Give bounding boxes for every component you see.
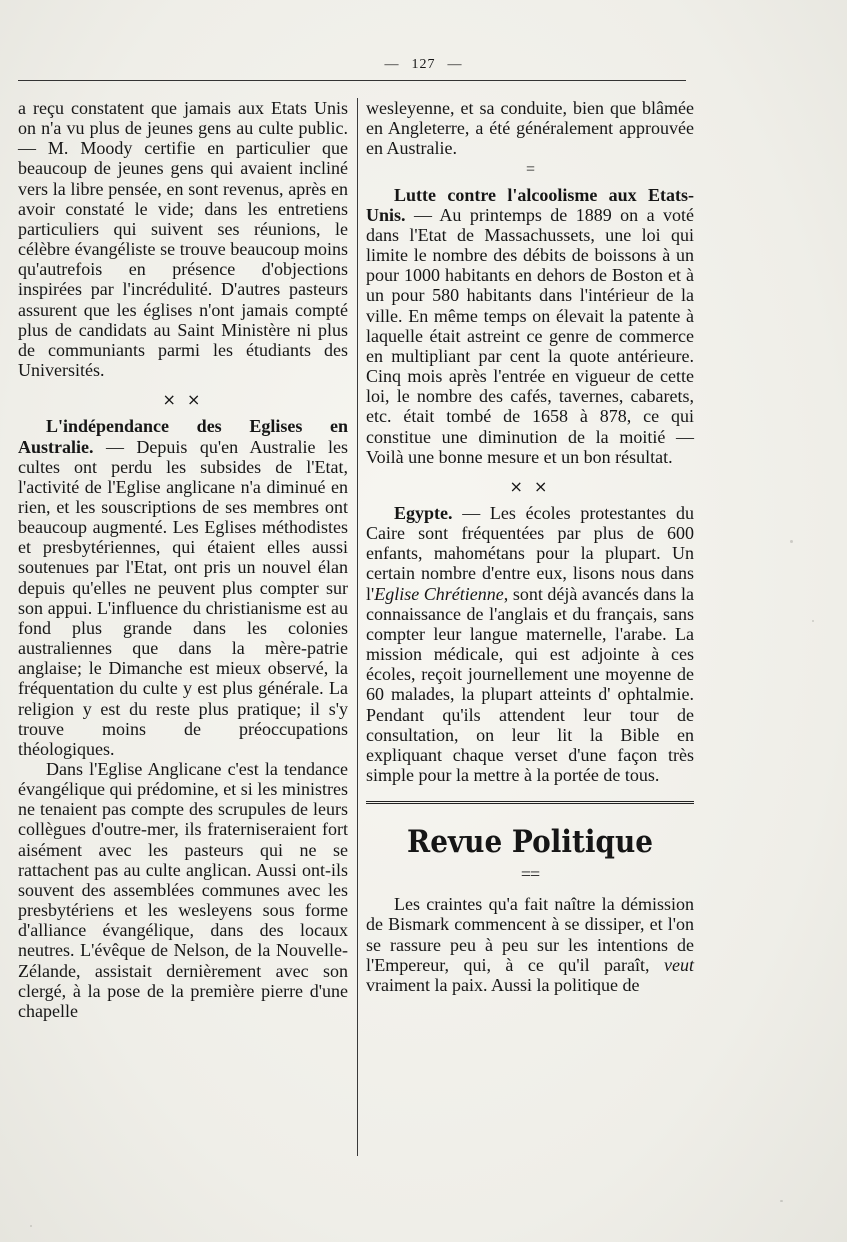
left-paragraph-anglicane: Dans l'Eglise Anglicane c'est la tendance évangélique qui prédomine, et si les ministres ne tenaient pas compte des scrupules de leurs collègues d'outre-mer, ils fraterniseraient fort aisément avec les pasteurs qui ne se rattachent pas au culte anglican. Aussi ont-ils souvent des assemblées communes avec les presbytériens et les wesleyens sous forme d'alliance évangélique, dans des locaux neutres. L'évêque de Nelson, de la Nouvelle-Zélande, assistait dernièrement avec son clergé, à la pose de la première pierre d'une chapelle	[18, 759, 348, 1021]
paper-speck	[812, 620, 814, 622]
egypte-italic-title: Eglise Chrétienne	[374, 583, 504, 604]
section-heading-australie: L'indépendance des Eglises en Australie.	[18, 416, 348, 457]
header-rule	[18, 80, 686, 81]
revue-politique-title: Revue Politique	[407, 824, 653, 861]
double-rule	[366, 801, 694, 806]
section-heading-egypte: Egypte.	[394, 502, 453, 523]
section-text-alcoolisme: — Au printemps de 1889 on a voté dans l'Etat de Massachussets, une loi qui limite le nombre des débits de boissons à un pour 1000 habitants en dehors de Boston et à un pour 580 habitants dans l'intérieur de la ville. En même temps on élevait la patente à laquelle était astreint ce genre de commerce en multipliant par cent la quote antérieure. Cinq mois après l'entrée en vigueur de cette loi, le nombre des cafés, tavernes, cabarets, etc. était tombé de 1658 à 878, ce qui constitue une diminution de la moitié — Voilà une bonne mesure et un bon résultat.	[366, 204, 694, 467]
column-divider	[357, 98, 358, 1156]
section-separator-equals: =	[525, 161, 535, 179]
section-heading-alcoolisme: Lutte contre l'alcoolisme aux Etats-Unis.	[366, 184, 694, 225]
paper-speck	[790, 540, 793, 543]
section-alcoolisme	[366, 185, 694, 467]
revue-paragraph	[366, 894, 694, 995]
revue-separator: ==	[520, 864, 540, 885]
revue-text-a: Les craintes qu'a fait naître la démission de Bismark commencent à se dissiper, et l'on se rassure peu à peu sur les intentions de l'Empereur, qui, à ce qu'il paraît,	[366, 894, 694, 975]
section-australie	[18, 416, 348, 759]
paper-speck	[780, 1200, 783, 1202]
revue-text-b: vraiment la paix. Aussi la politique de	[366, 974, 640, 995]
section-text-egypte-b: , sont déjà avancés dans la connaissance de l'anglais et du français, sans compter leur langue maternelle, l'arabe. La mission médicale, qui est adjointe à ces écoles, reçoit journellement une moyenne de 60 malades, la plupart atteints d' ophtalmie. Pendant qu'ils attendent leur tour de consultation, on leur lit la Bible en expliquant chaque verset d'une façon très simple pour la mettre à la portée de tous.	[366, 583, 694, 785]
paper-speck	[30, 1225, 32, 1227]
section-text-egypte-a: — Les écoles protestantes du Caire sont fréquentées par plus de 600 enfants, mahométans pour la plupart. Un certain nombre d'entre eux, lisons nous dans l'	[366, 502, 694, 604]
left-paragraph-1: a reçu constatent que jamais aux Etats Unis on n'a vu plus de jeunes gens au culte public. — M. Moody certifie en particulier que beaucoup de jeunes gens qui avaient incliné vers la libre pensée, en sont revenus, après en avoir constaté le vide; dans les entretiens particuliers qui suivent ses réunions, le célèbre évangéliste se trouve beaucoup moins qu'autrefois en présence d'objections inspirées par l'incrédulité. D'autres pasteurs assurent que les églises n'ont jamais compté plus de candidats au Saint Ministère ni plus de communiants parmi les étudiants des Universités.	[18, 98, 348, 381]
right-paragraph-1: wesleyenne, et sa conduite, bien que blâmée en Angleterre, a été généralement approuvée en Australie.	[366, 98, 694, 159]
page-number: — 127 —	[384, 57, 463, 72]
section-egypte	[366, 503, 694, 785]
section-separator-2: × ×	[509, 476, 551, 496]
left-column	[18, 98, 348, 1021]
section-text-australie: — Depuis qu'en Australie les cultes ont perdu les subsides de l'Etat, l'activité de l'Eglise anglicane n'a diminué en rien, et les souscriptions de ses membres ont beaucoup augmenté. Les Eglises méthodistes et presbytériennes, qui étaient elles aussi soutenues par l'Etat, ont pris un nouvel élan depuis qu'elles ne peuvent plus compter sur son appui. L'influence du christianisme est au fond plus grande dans les colonies australiennes que dans la mère-patrie anglaise; le Dimanche est mieux observé, la fréquentation du culte y est plus générale. La religion y est du reste plus pratique; il s'y trouve moins de préoccupations théologiques.	[18, 436, 348, 759]
revue-italic-veut: veut	[664, 954, 694, 975]
right-column	[366, 98, 694, 995]
page-number-value: 127	[411, 57, 436, 72]
section-separator: × ×	[162, 390, 204, 410]
